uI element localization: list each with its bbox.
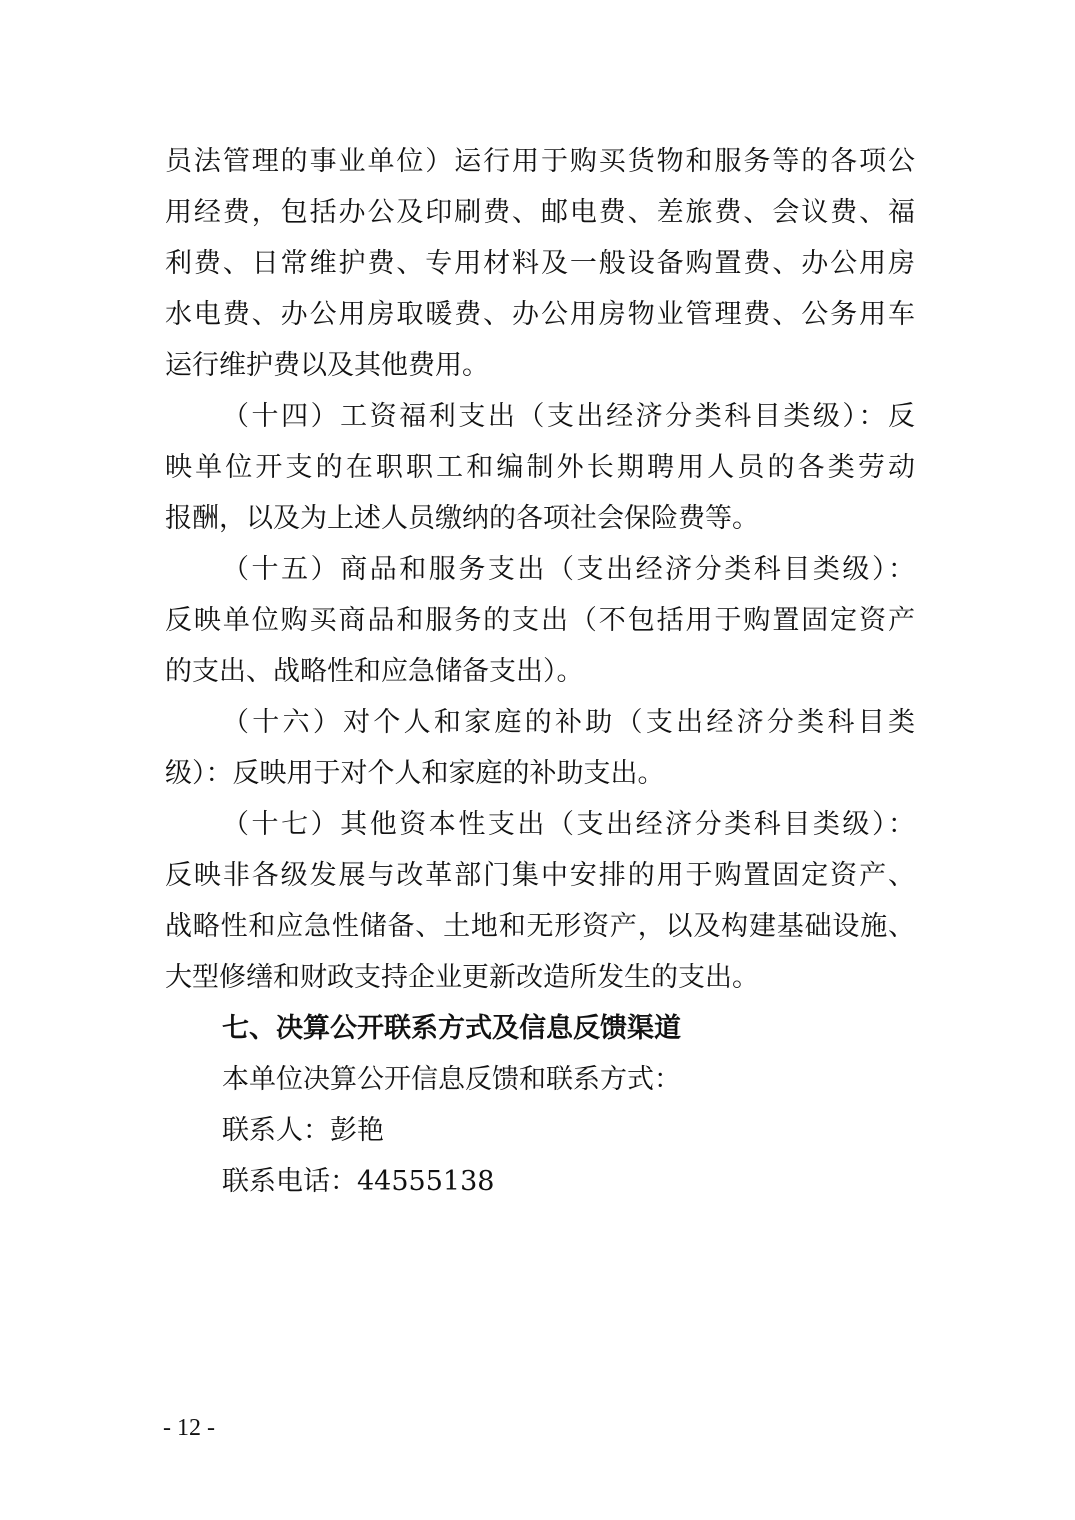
paragraph-continuation: [165, 136, 915, 391]
text-line: 运行维护费以及其他费用。: [165, 350, 489, 381]
text-line: 利费、日常维护费、专用材料及一般设备购置费、办公用房: [165, 248, 915, 279]
text-line: 报酬，以及为上述人员缴纳的各项社会保险费等。: [165, 503, 759, 534]
text-line: 水电费、办公用房取暖费、办公用房物业管理费、公务用车: [165, 299, 915, 330]
page-number: - 12 -: [163, 1415, 215, 1441]
text-line: （十七）其他资本性支出（支出经济分类科目类级）：: [222, 809, 915, 840]
text-line: 级）：反映用于对个人和家庭的补助支出。: [165, 758, 665, 789]
text-line: 反映非各级发展与改革部门集中安排的用于购置固定资产、: [165, 860, 915, 891]
text-line: （十五）商品和服务支出（支出经济分类科目类级）：: [222, 554, 915, 585]
text-line: （十六）对个人和家庭的补助（支出经济分类科目类: [222, 707, 915, 738]
contact-person: 联系人：彭艳: [222, 1115, 384, 1146]
contact-intro: 本单位决算公开信息反馈和联系方式：: [222, 1064, 681, 1095]
contact-phone: 联系电话：44555138: [222, 1166, 495, 1197]
text-line: 的支出、战略性和应急储备支出）。: [165, 656, 584, 687]
paragraph-item-15: [165, 544, 915, 697]
paragraph-item-16: [165, 697, 915, 799]
document-body: [165, 136, 915, 1207]
text-line: 映单位开支的在职职工和编制外长期聘用人员的各类劳动: [165, 452, 915, 483]
text-line: 用经费，包括办公及印刷费、邮电费、差旅费、会议费、福: [165, 197, 915, 228]
text-line: 大型修缮和财政支持企业更新改造所发生的支出。: [165, 962, 759, 993]
text-line: 战略性和应急性储备、土地和无形资产，以及构建基础设施、: [165, 911, 915, 942]
text-line: 员法管理的事业单位）运行用于购买货物和服务等的各项公: [165, 146, 915, 177]
text-line: 反映单位购买商品和服务的支出（不包括用于购置固定资产: [165, 605, 915, 636]
text-line: （十四）工资福利支出（支出经济分类科目类级）：反: [222, 401, 915, 432]
paragraph-item-17: [165, 799, 915, 1003]
paragraph-item-14: [165, 391, 915, 544]
section-heading: 七、决算公开联系方式及信息反馈渠道: [222, 1013, 681, 1044]
